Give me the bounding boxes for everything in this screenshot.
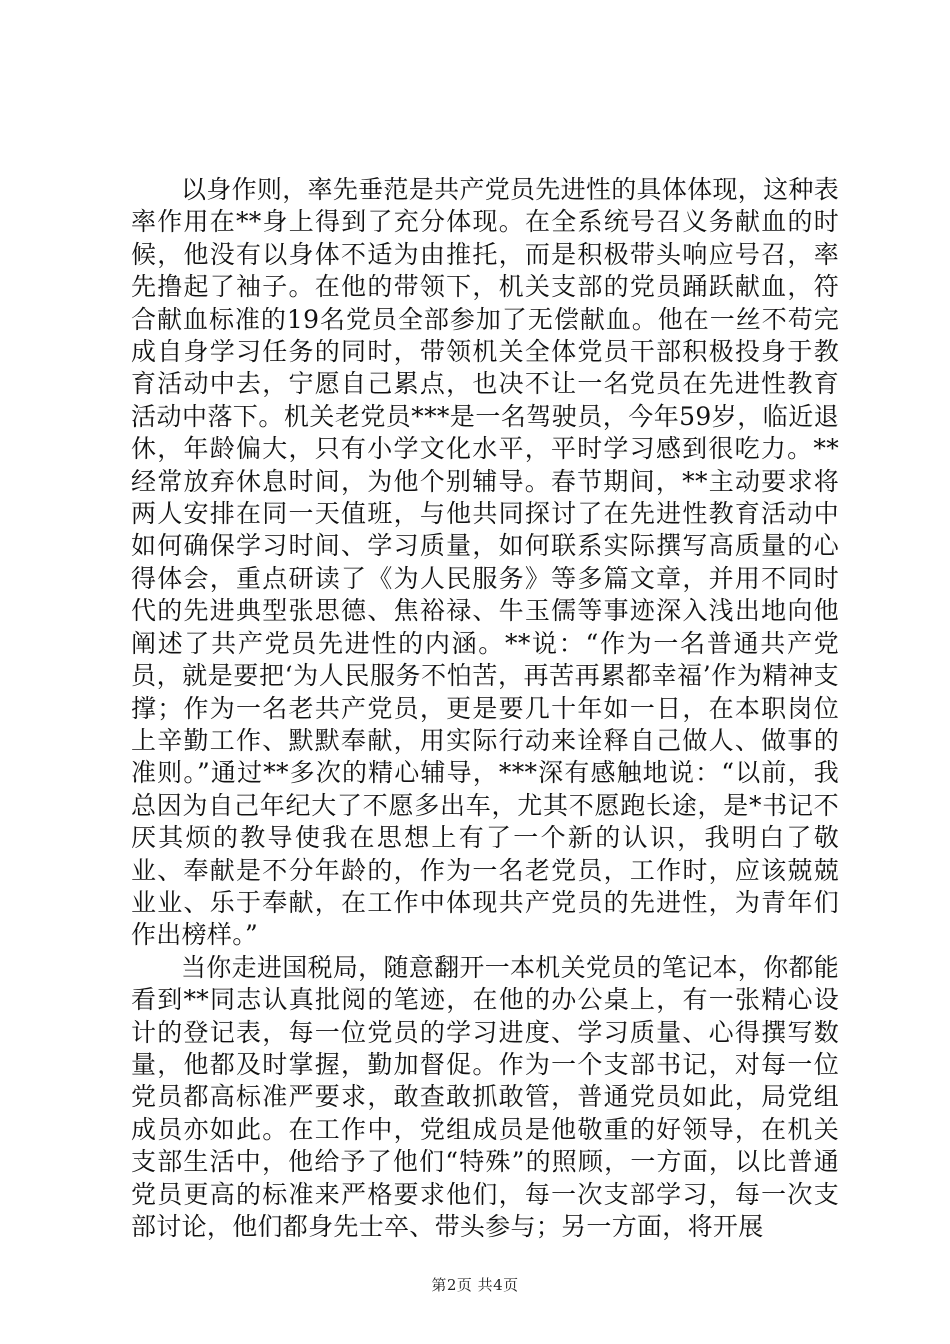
document-body [131,174,839,1243]
paragraph: 以身作则，率先垂范是共产党员先进性的具体体现，这种表率作用在**身上得到了充分体现。在全系统号召义务献血的时候，他没有以身体不适为由推托，而是积极带头响应号召，率先撸起了袖子。在他的带领下，机关支部的党员踊跃献血，符合献血标准的19名党员全部参加了无偿献血。他在一丝不苟完成自身学习任务的同时，带领机关全体党员干部积极投身于教育活动中去，宁愿自己累点，也决不让一名党员在先进性教育活动中落下。机关老党员***是一名驾驶员，今年59岁，临近退休，年龄偏大，只有小学文化水平，平时学习感到很吃力。**经常放弃休息时间，为他个别辅导。春节期间，**主动要求将两人安排在同一天值班，与他共同探讨了在先进性教育活动中如何确保学习时间、学习质量，如何联系实际撰写高质量的心得体会，重点研读了《为人民服务》等多篇文章，并用不同时代的先进典型张思德、焦裕禄、牛玉儒等事迹深入浅出地向他阐述了共产党员先进性的内涵。**说：“作为一名普通共产党员，就是要把‘为人民服务不怕苦，再苦再累都幸福’作为精神支撑；作为一名老共产党员，更是要几十年如一日，在本职岗位上辛勤工作、默默奉献，用实际行动来诠释自己做人、做事的准则。”通过**多次的精心辅导，***深有感触地说：“以前，我总因为自己年纪大了不愿多出车，尤其不愿跑长途，是*书记不厌其烦的教导使我在思想上有了一个新的认识，我明白了敬业、奉献是不分年龄的，作为一名老党员，工作时，应该兢兢业业、乐于奉献，在工作中体现共产党员的先进性，为青年们作出榜样。” [131,175,839,950]
page-number-footer: 第2页 共4页 [431,1276,519,1294]
paragraph: 当你走进国税局，随意翻开一本机关党员的笔记本，你都能看到**同志认真批阅的笔迹，在他的办公桌上，有一张精心设计的登记表，每一位党员的学习进度、学习质量、心得撰写数量，他都及时掌握，勤加督促。作为一个支部书记，对每一位党员都高标准严要求，敢查敢抓敢管，普通党员如此，局党组成员亦如此。在工作中，党组成员是他敬重的好领导，在机关支部生活中，他给予了他们“特殊”的照顾，一方面，以比普通党员更高的标准来严格要求他们，每一次支部学习，每一次支部讨论，他们都身先士卒、带头参与；另一方面，将开展 [131,952,839,1241]
